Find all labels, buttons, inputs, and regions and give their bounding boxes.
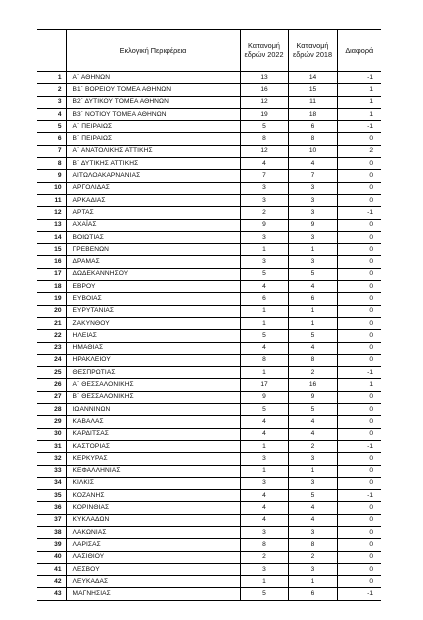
row-number: 12 xyxy=(37,207,66,219)
seat-difference: 0 xyxy=(337,354,381,366)
seat-difference: 0 xyxy=(337,293,381,305)
seats-2022: 4 xyxy=(240,416,288,428)
seats-2018: 5 xyxy=(288,330,337,342)
seat-difference: 0 xyxy=(337,416,381,428)
region-name: ΚΥΚΛΑΔΩΝ xyxy=(66,514,240,526)
seats-2018: 1 xyxy=(288,305,337,317)
row-number: 17 xyxy=(37,268,66,280)
seats-2018: 3 xyxy=(288,194,337,206)
region-name: ΓΡΕΒΕΝΩΝ xyxy=(66,244,240,256)
region-name: ΕΥΒΟΙΑΣ xyxy=(66,293,240,305)
table-row xyxy=(37,256,381,268)
region-name: ΑΧΑΪΑΣ xyxy=(66,219,240,231)
region-name: ΛΑΡΙΣΑΣ xyxy=(66,539,240,551)
row-number: 4 xyxy=(37,108,66,120)
seats-2022: 4 xyxy=(240,514,288,526)
table-row xyxy=(37,207,381,219)
region-name: ΕΥΡΥΤΑΝΙΑΣ xyxy=(66,305,240,317)
seats-2018: 6 xyxy=(288,588,337,600)
seats-2022: 12 xyxy=(240,145,288,157)
row-number: 18 xyxy=(37,281,66,293)
row-number: 31 xyxy=(37,440,66,452)
region-name: ΚΟΡΙΝΘΙΑΣ xyxy=(66,502,240,514)
seat-difference: 0 xyxy=(337,256,381,268)
region-name: ΔΡΑΜΑΣ xyxy=(66,256,240,268)
seat-difference: 0 xyxy=(337,526,381,538)
table-row xyxy=(37,477,381,489)
seats-2018: 2 xyxy=(288,551,337,563)
seat-difference: 0 xyxy=(337,281,381,293)
seats-2022: 1 xyxy=(240,305,288,317)
region-name: ΚΑΣΤΟΡΙΑΣ xyxy=(66,440,240,452)
row-number: 43 xyxy=(37,588,66,600)
header-seats-2022: Κατανομή εδρών 2022 xyxy=(240,29,288,72)
seats-2022: 8 xyxy=(240,539,288,551)
seats-2022: 3 xyxy=(240,453,288,465)
seat-difference: 0 xyxy=(337,576,381,588)
region-name: ΑΡΚΑΔΙΑΣ xyxy=(66,194,240,206)
seats-2022: 12 xyxy=(240,96,288,108)
seats-2018: 3 xyxy=(288,477,337,489)
seat-difference: 0 xyxy=(337,539,381,551)
table-row xyxy=(37,330,381,342)
seats-2022: 3 xyxy=(240,194,288,206)
table-row xyxy=(37,379,381,391)
table-row xyxy=(37,96,381,108)
table-row xyxy=(37,342,381,354)
region-name: ΘΕΣΠΡΩΤΙΑΣ xyxy=(66,367,240,379)
seats-2018: 1 xyxy=(288,465,337,477)
seats-2022: 13 xyxy=(240,72,288,84)
seats-2022: 2 xyxy=(240,551,288,563)
seats-2018: 7 xyxy=(288,170,337,182)
table-row xyxy=(37,367,381,379)
region-name: ΗΜΑΘΙΑΣ xyxy=(66,342,240,354)
table-row xyxy=(37,440,381,452)
seats-2018: 3 xyxy=(288,453,337,465)
seat-difference: -1 xyxy=(337,72,381,84)
row-number: 3 xyxy=(37,96,66,108)
seats-2022: 3 xyxy=(240,526,288,538)
seats-2018: 4 xyxy=(288,428,337,440)
seats-2022: 19 xyxy=(240,108,288,120)
seats-2018: 6 xyxy=(288,293,337,305)
seats-2018: 11 xyxy=(288,96,337,108)
seats-2018: 10 xyxy=(288,145,337,157)
seats-2018: 4 xyxy=(288,416,337,428)
region-name: Α΄ ΑΘΗΝΩΝ xyxy=(66,72,240,84)
seats-2018: 5 xyxy=(288,490,337,502)
header-difference: Διαφορά xyxy=(337,29,381,72)
row-number: 39 xyxy=(37,539,66,551)
seats-2018: 18 xyxy=(288,108,337,120)
seats-2022: 17 xyxy=(240,379,288,391)
region-name: ΑΙΤΩΛΟΑΚΑΡΝΑΝΙΑΣ xyxy=(66,170,240,182)
region-name: Α΄ ΠΕΙΡΑΙΩΣ xyxy=(66,121,240,133)
seat-difference: -1 xyxy=(337,440,381,452)
seats-2018: 1 xyxy=(288,317,337,329)
seats-2022: 5 xyxy=(240,588,288,600)
table-row xyxy=(37,465,381,477)
seats-2018: 1 xyxy=(288,244,337,256)
seats-2018: 4 xyxy=(288,514,337,526)
table-row xyxy=(37,588,381,600)
seat-difference: 1 xyxy=(337,379,381,391)
seat-difference: 0 xyxy=(337,219,381,231)
seat-difference: 1 xyxy=(337,96,381,108)
seats-2022: 4 xyxy=(240,428,288,440)
table-row xyxy=(37,490,381,502)
seats-2018: 5 xyxy=(288,404,337,416)
seats-2022: 8 xyxy=(240,133,288,145)
seats-2018: 15 xyxy=(288,84,337,96)
table-row xyxy=(37,133,381,145)
region-name: ΚΙΛΚΙΣ xyxy=(66,477,240,489)
table-row xyxy=(37,170,381,182)
seat-difference: 1 xyxy=(337,108,381,120)
table-row xyxy=(37,182,381,194)
region-name: ΙΩΑΝΝΙΝΩΝ xyxy=(66,404,240,416)
table-row xyxy=(37,563,381,575)
seat-difference: 0 xyxy=(337,563,381,575)
seat-allocation-table xyxy=(37,29,381,601)
region-name: ΛΑΚΩΝΙΑΣ xyxy=(66,526,240,538)
table-row xyxy=(37,108,381,120)
row-number: 22 xyxy=(37,330,66,342)
row-number: 6 xyxy=(37,133,66,145)
seats-2018: 3 xyxy=(288,256,337,268)
seat-difference: 0 xyxy=(337,477,381,489)
region-name: Α΄ ΘΕΣΣΑΛΟΝΙΚΗΣ xyxy=(66,379,240,391)
seats-2022: 7 xyxy=(240,170,288,182)
row-number: 19 xyxy=(37,293,66,305)
row-number: 30 xyxy=(37,428,66,440)
table-row xyxy=(37,244,381,256)
seat-difference: 0 xyxy=(337,428,381,440)
row-number: 20 xyxy=(37,305,66,317)
table-row xyxy=(37,219,381,231)
seats-2018: 4 xyxy=(288,158,337,170)
seats-2022: 1 xyxy=(240,465,288,477)
seats-2022: 4 xyxy=(240,502,288,514)
seats-2018: 9 xyxy=(288,219,337,231)
seat-difference: 0 xyxy=(337,133,381,145)
row-number: 21 xyxy=(37,317,66,329)
seat-difference: 0 xyxy=(337,170,381,182)
row-number: 5 xyxy=(37,121,66,133)
seat-difference: -1 xyxy=(337,121,381,133)
row-number: 33 xyxy=(37,465,66,477)
seats-2018: 6 xyxy=(288,121,337,133)
seats-2022: 6 xyxy=(240,293,288,305)
row-number: 2 xyxy=(37,84,66,96)
seat-difference: 0 xyxy=(337,231,381,243)
table-row xyxy=(37,576,381,588)
row-number: 11 xyxy=(37,194,66,206)
seats-2018: 16 xyxy=(288,379,337,391)
seats-2018: 8 xyxy=(288,133,337,145)
seats-2018: 4 xyxy=(288,281,337,293)
table-row xyxy=(37,305,381,317)
table-row xyxy=(37,453,381,465)
seats-2022: 1 xyxy=(240,244,288,256)
seats-2022: 1 xyxy=(240,367,288,379)
seats-2022: 5 xyxy=(240,121,288,133)
seats-2018: 3 xyxy=(288,231,337,243)
region-name: ΔΩΔΕΚΑΝΝΗΣΟΥ xyxy=(66,268,240,280)
region-name: ΒΟΙΩΤΙΑΣ xyxy=(66,231,240,243)
table-row xyxy=(37,317,381,329)
seat-difference: 0 xyxy=(337,268,381,280)
seats-2022: 1 xyxy=(240,317,288,329)
seats-2018: 14 xyxy=(288,72,337,84)
seats-2022: 5 xyxy=(240,268,288,280)
row-number: 26 xyxy=(37,379,66,391)
header-region: Εκλογική Περιφέρεια xyxy=(66,29,240,72)
region-name: Β1΄ ΒΟΡΕΙΟΥ ΤΟΜΕΑ ΑΘΗΝΩΝ xyxy=(66,84,240,96)
seat-difference: 0 xyxy=(337,514,381,526)
region-name: ΛΕΣΒΟΥ xyxy=(66,563,240,575)
seats-2018: 2 xyxy=(288,367,337,379)
region-name: ΛΕΥΚΑΔΑΣ xyxy=(66,576,240,588)
header-number xyxy=(37,29,66,72)
seats-2018: 2 xyxy=(288,440,337,452)
region-name: ΖΑΚΥΝΘΟΥ xyxy=(66,317,240,329)
seat-difference: -1 xyxy=(337,207,381,219)
table-row xyxy=(37,231,381,243)
seats-2022: 3 xyxy=(240,256,288,268)
row-number: 42 xyxy=(37,576,66,588)
seat-difference: 0 xyxy=(337,158,381,170)
row-number: 24 xyxy=(37,354,66,366)
header-row xyxy=(37,29,381,72)
row-number: 35 xyxy=(37,490,66,502)
seats-2022: 4 xyxy=(240,281,288,293)
seat-difference: 0 xyxy=(337,391,381,403)
row-number: 8 xyxy=(37,158,66,170)
row-number: 32 xyxy=(37,453,66,465)
seats-2018: 4 xyxy=(288,502,337,514)
seats-2022: 5 xyxy=(240,330,288,342)
seats-2022: 5 xyxy=(240,404,288,416)
seats-2022: 4 xyxy=(240,342,288,354)
seat-difference: 1 xyxy=(337,84,381,96)
region-name: Β3΄ ΝΟΤΙΟΥ ΤΟΜΕΑ ΑΘΗΝΩΝ xyxy=(66,108,240,120)
seats-2018: 4 xyxy=(288,342,337,354)
table-row xyxy=(37,194,381,206)
table-row xyxy=(37,526,381,538)
seat-difference: -1 xyxy=(337,490,381,502)
table-row xyxy=(37,539,381,551)
seats-2018: 8 xyxy=(288,354,337,366)
seat-difference: -1 xyxy=(337,588,381,600)
seat-difference: 0 xyxy=(337,317,381,329)
region-name: ΚΟΖΑΝΗΣ xyxy=(66,490,240,502)
table-row xyxy=(37,281,381,293)
region-name: ΑΡΓΟΛΙΔΑΣ xyxy=(66,182,240,194)
row-number: 27 xyxy=(37,391,66,403)
row-number: 13 xyxy=(37,219,66,231)
seats-2022: 4 xyxy=(240,490,288,502)
table-row xyxy=(37,121,381,133)
seats-2018: 3 xyxy=(288,182,337,194)
row-number: 16 xyxy=(37,256,66,268)
region-name: ΚΑΒΑΛΑΣ xyxy=(66,416,240,428)
seats-2018: 9 xyxy=(288,391,337,403)
row-number: 40 xyxy=(37,551,66,563)
row-number: 36 xyxy=(37,502,66,514)
table-row xyxy=(37,514,381,526)
region-name: ΚΕΡΚΥΡΑΣ xyxy=(66,453,240,465)
seats-2018: 3 xyxy=(288,563,337,575)
table-row xyxy=(37,145,381,157)
seats-2022: 8 xyxy=(240,354,288,366)
seats-2018: 8 xyxy=(288,539,337,551)
seats-2022: 1 xyxy=(240,576,288,588)
seats-2022: 3 xyxy=(240,563,288,575)
table-row xyxy=(37,416,381,428)
seats-2022: 16 xyxy=(240,84,288,96)
region-name: Β2΄ ΔΥΤΙΚΟΥ ΤΟΜΕΑ ΑΘΗΝΩΝ xyxy=(66,96,240,108)
row-number: 28 xyxy=(37,404,66,416)
row-number: 14 xyxy=(37,231,66,243)
table-row xyxy=(37,391,381,403)
seat-difference: 0 xyxy=(337,182,381,194)
row-number: 1 xyxy=(37,72,66,84)
table-row xyxy=(37,404,381,416)
table-row xyxy=(37,158,381,170)
table-row xyxy=(37,84,381,96)
region-name: ΚΑΡΔΙΤΣΑΣ xyxy=(66,428,240,440)
table-row xyxy=(37,268,381,280)
row-number: 9 xyxy=(37,170,66,182)
seats-2018: 1 xyxy=(288,576,337,588)
seats-2022: 9 xyxy=(240,219,288,231)
seats-2022: 3 xyxy=(240,231,288,243)
table-row xyxy=(37,551,381,563)
region-name: ΚΕΦΑΛΛΗΝΙΑΣ xyxy=(66,465,240,477)
seat-difference: 0 xyxy=(337,502,381,514)
seats-2022: 9 xyxy=(240,391,288,403)
seat-difference: 2 xyxy=(337,145,381,157)
seats-2018: 3 xyxy=(288,207,337,219)
seat-difference: 0 xyxy=(337,330,381,342)
table-row xyxy=(37,72,381,84)
row-number: 10 xyxy=(37,182,66,194)
region-name: ΛΑΣΙΘΙΟΥ xyxy=(66,551,240,563)
seat-difference: 0 xyxy=(337,404,381,416)
seat-difference: 0 xyxy=(337,453,381,465)
seats-2022: 4 xyxy=(240,158,288,170)
seats-2022: 2 xyxy=(240,207,288,219)
seat-difference: 0 xyxy=(337,244,381,256)
seats-2022: 3 xyxy=(240,477,288,489)
row-number: 38 xyxy=(37,526,66,538)
seats-2018: 3 xyxy=(288,526,337,538)
row-number: 37 xyxy=(37,514,66,526)
seat-difference: 0 xyxy=(337,465,381,477)
seats-2022: 1 xyxy=(240,440,288,452)
region-name: Β΄ ΔΥΤΙΚΗΣ ΑΤΤΙΚΗΣ xyxy=(66,158,240,170)
row-number: 25 xyxy=(37,367,66,379)
region-name: ΜΑΓΝΗΣΙΑΣ xyxy=(66,588,240,600)
table-row xyxy=(37,354,381,366)
region-name: ΕΒΡΟΥ xyxy=(66,281,240,293)
row-number: 34 xyxy=(37,477,66,489)
row-number: 29 xyxy=(37,416,66,428)
region-name: ΗΡΑΚΛΕΙΟΥ xyxy=(66,354,240,366)
region-name: Β΄ ΠΕΙΡΑΙΩΣ xyxy=(66,133,240,145)
table-row xyxy=(37,293,381,305)
seat-difference: 0 xyxy=(337,194,381,206)
region-name: Α΄ ΑΝΑΤΟΛΙΚΗΣ ΑΤΤΙΚΗΣ xyxy=(66,145,240,157)
row-number: 15 xyxy=(37,244,66,256)
seats-2018: 5 xyxy=(288,268,337,280)
row-number: 23 xyxy=(37,342,66,354)
table-header xyxy=(37,29,381,72)
seat-difference: 0 xyxy=(337,342,381,354)
region-name: Β΄ ΘΕΣΣΑΛΟΝΙΚΗΣ xyxy=(66,391,240,403)
region-name: ΗΛΕΙΑΣ xyxy=(66,330,240,342)
table-body xyxy=(37,72,381,601)
row-number: 41 xyxy=(37,563,66,575)
row-number: 7 xyxy=(37,145,66,157)
table-row xyxy=(37,428,381,440)
header-seats-2018: Κατανομή εδρών 2018 xyxy=(288,29,337,72)
seat-difference: 0 xyxy=(337,305,381,317)
table-row xyxy=(37,502,381,514)
region-name: ΑΡΤΑΣ xyxy=(66,207,240,219)
seat-difference: -1 xyxy=(337,367,381,379)
seat-difference: 0 xyxy=(337,551,381,563)
seats-2022: 3 xyxy=(240,182,288,194)
